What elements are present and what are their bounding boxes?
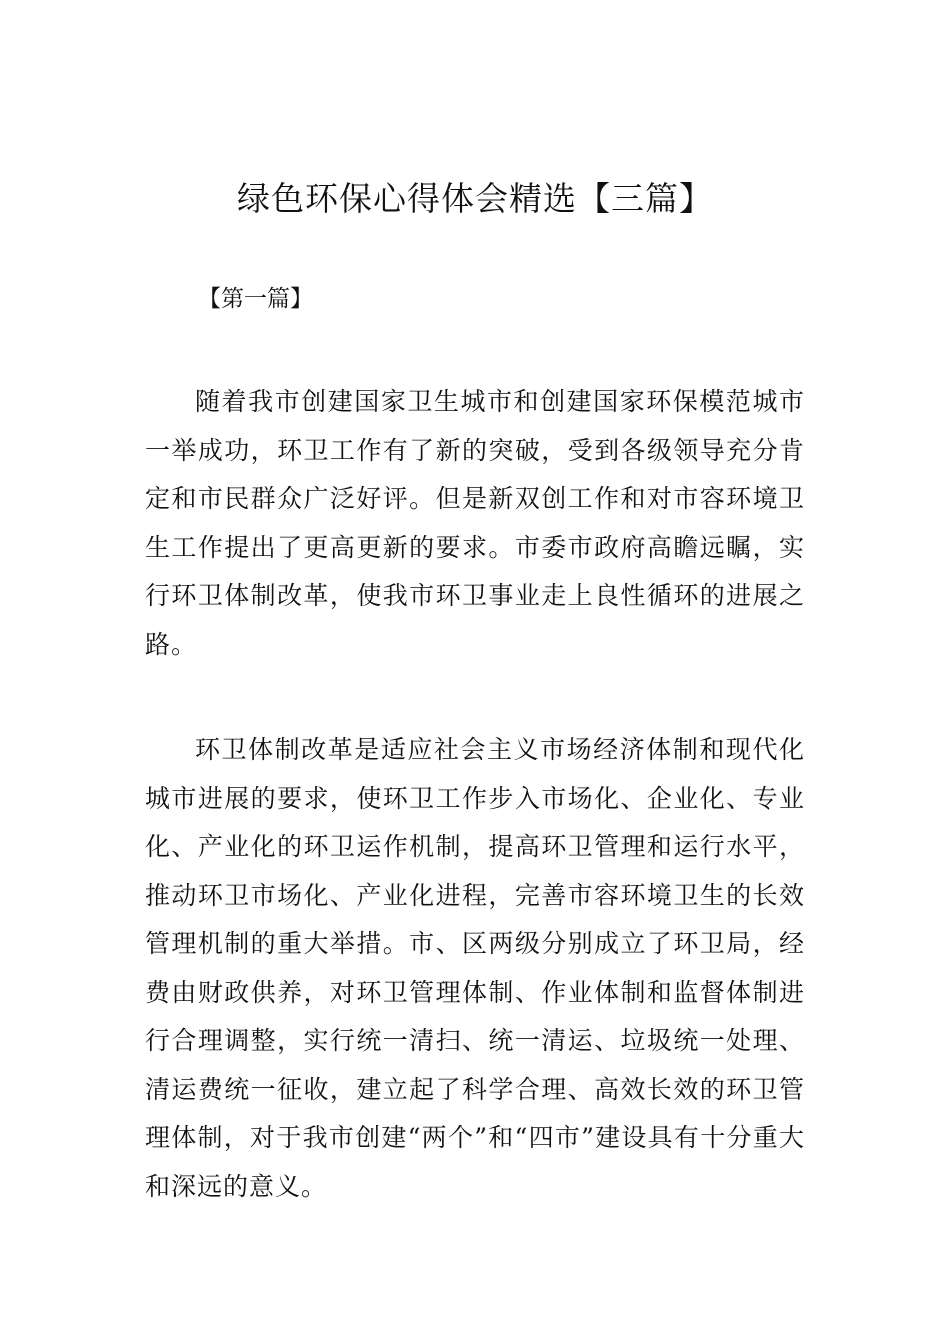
paragraph-1: 随着我市创建国家卫生城市和创建国家环保模范城市一举成功，环卫工作有了新的突破，受到各级领导充分肯定和市民群众广泛好评。但是新双创工作和对市容环境卫生工作提出了更高更新的要求。市委市政府高瞻远瞩，实行环卫体制改革，使我市环卫事业走上良性循环的进展之路。 [145,387,805,659]
paragraph-2: 环卫体制改革是适应社会主义市场经济体制和现代化城市进展的要求，使环卫工作步入市场化、企业化、专业化、产业化的环卫运作机制，提高环卫管理和运行水平，推动环卫市场化、产业化进程，完善市容环境卫生的长效管理机制的重大举措。市、区两级分别成立了环卫局，经费由财政供养，对环卫管理体制、作业体制和监督体制进行合理调整，实行统一清扫、统一清运、垃圾统一处理、清运费统一征收，建立起了科学合理、高效长效的环卫管理体制，对于我市创建“两个”和“四市”建设具有十分重大和深远的意义。 [145,735,805,1201]
section-heading: 【第一篇】 [198,286,313,312]
document-title: 绿色环保心得体会精选【三篇】 [237,179,713,218]
